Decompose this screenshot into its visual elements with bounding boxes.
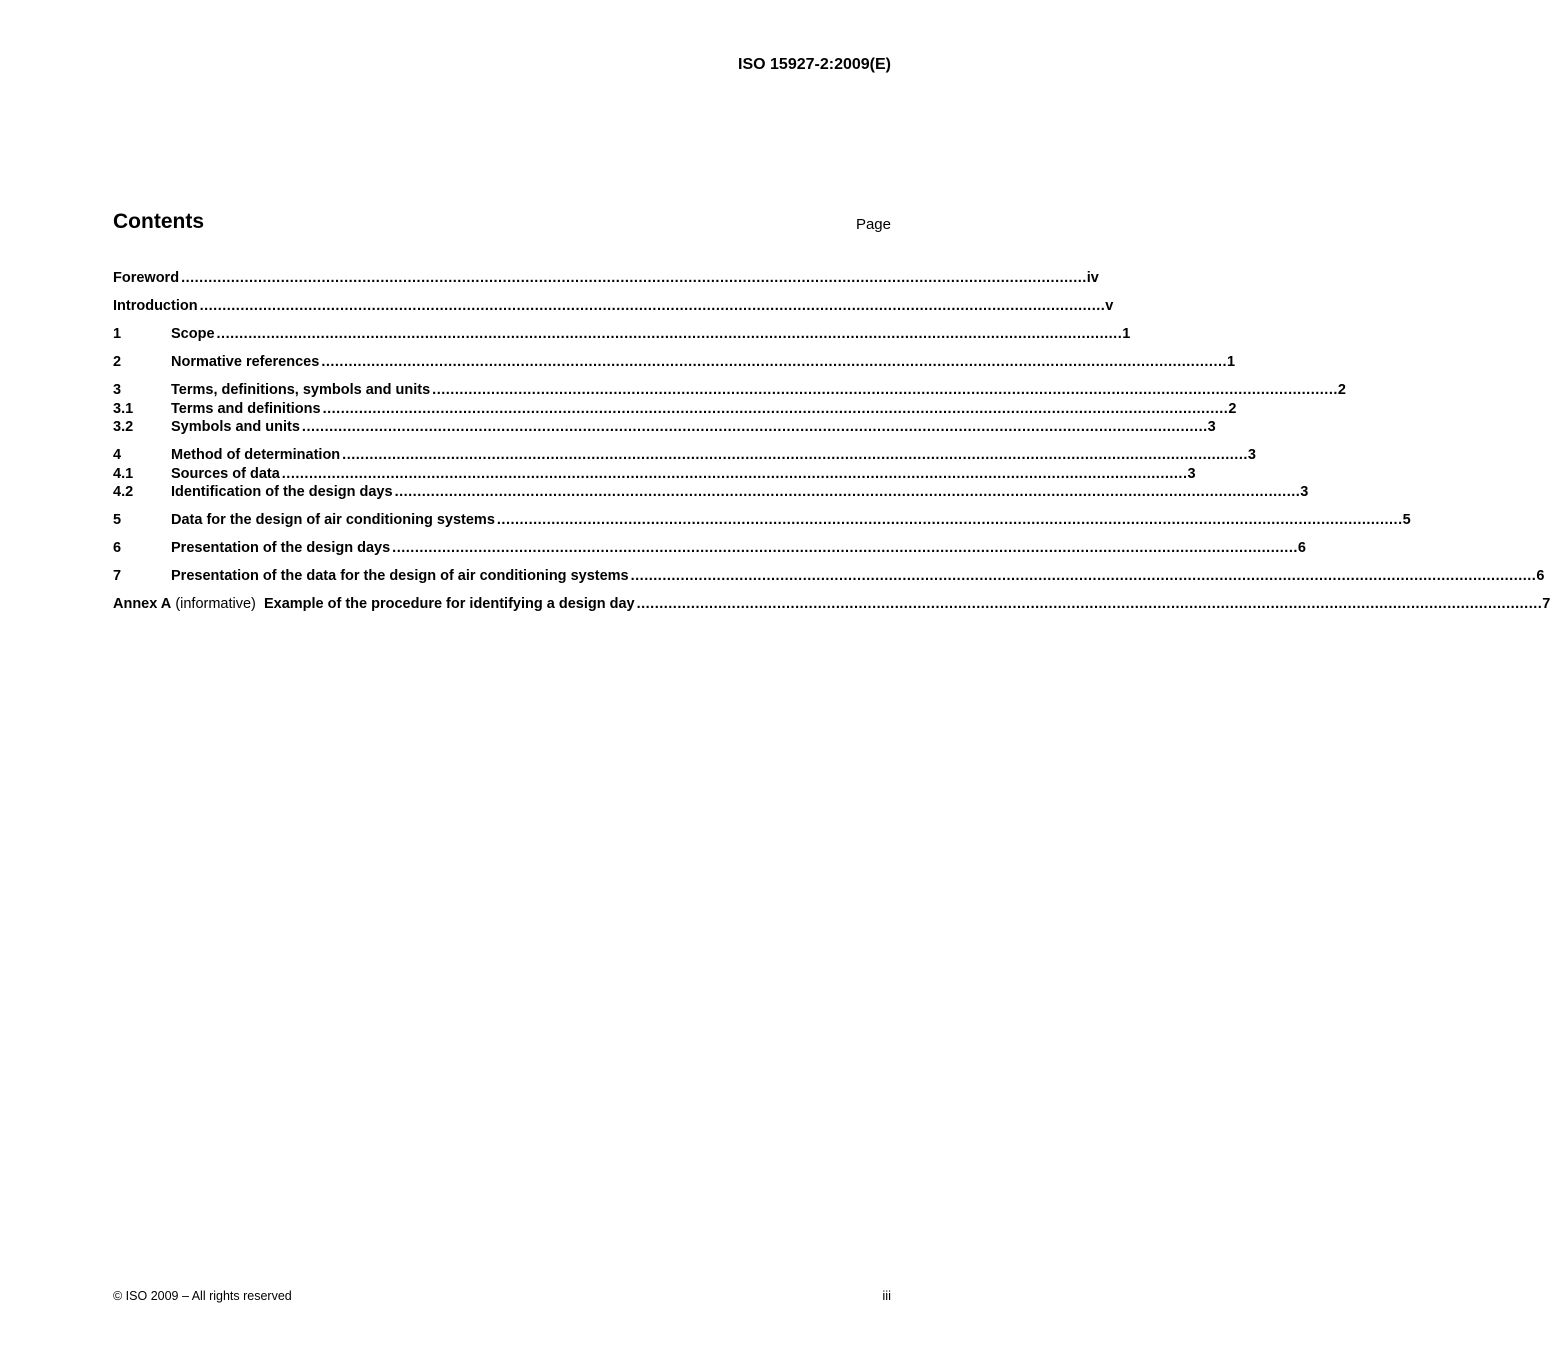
annex-label: Annex A [113,596,172,612]
document-id: ISO 15927-2:2009(E) [738,56,891,73]
dot-leader: ........................................................................................................................................................................................................ [322,400,1229,417]
toc-entry-page: 7 [1542,596,1550,612]
toc-entry-title: Data for the design of air conditioning systems [171,512,495,528]
toc-entry-page: 6 [1297,540,1306,556]
toc-entry-4-1[interactable] [113,465,1196,484]
toc-entry-page: v [1105,298,1114,314]
toc-entry-number: 2 [113,354,122,370]
dot-leader: ........................................................................................................................................................................................................ [199,298,1106,314]
toc-entry-7[interactable] [113,567,1545,586]
toc-entry-number: 6 [113,540,122,556]
toc-entry-page: 3 [1300,484,1309,500]
toc-entry-title: Sources of data [171,465,280,482]
toc-entry-page: iv [1086,270,1099,286]
toc-entry-title: Method of determination [171,447,341,463]
dot-leader: ........................................................................................................................................................................................................ [392,540,1298,556]
toc-entry-title: Scope [171,326,215,342]
toc-entry-title: Terms, definitions, symbols and units [171,382,431,398]
toc-entry-3-1[interactable] [113,400,1237,419]
toc-entry-title: Presentation of the data for the design of air conditioning systems [171,568,629,584]
dot-leader: ........................................................................................................................................................................................................ [181,270,1087,286]
dot-leader: ........................................................................................................................................................................................................ [342,447,1248,463]
footer-copyright: © ISO 2009 – All rights reserved [113,1289,292,1303]
dot-leader: ........................................................................................................................................................................................................ [216,326,1123,342]
toc-entry-number: 4 [113,447,122,463]
toc-entry-page: 3 [1187,465,1196,482]
toc-entry-number: 3 [113,382,122,398]
dot-leader: ........................................................................................................................................................................................................ [301,419,1208,435]
footer-page-number: iii [882,1288,891,1303]
toc-entry-number: 4.1 [113,465,134,482]
dot-leader: ........................................................................................................................................................................................................ [630,568,1537,584]
dot-leader: ........................................................................................................................................................................................................ [321,354,1228,370]
toc-entry-1[interactable] [113,325,1131,344]
toc-entry-title: Example of the procedure for identifying a design day [263,596,635,612]
toc-entry-page: 1 [1122,326,1131,342]
toc-entry-title: Introduction [113,298,198,314]
toc-entry-page: 3 [1207,419,1216,435]
annex-type: (informative) [175,596,256,612]
toc-entry-page: 5 [1402,512,1411,528]
toc-entry-title: Identification of the design days [171,484,393,500]
dot-leader: ........................................................................................................................................................................................................ [394,484,1301,500]
toc-entry-number: 3.1 [113,400,134,417]
toc-entry-title: Terms and definitions [171,400,321,417]
dot-leader: ........................................................................................................................................................................................................ [496,512,1403,528]
contents-heading: Contents [113,210,204,233]
toc-entry-page: 3 [1247,447,1256,463]
toc-entry-annex-a[interactable] [113,595,1550,614]
toc-entry-4[interactable] [113,446,1256,465]
dot-leader: ........................................................................................................................................................................................................ [281,465,1188,482]
toc-entry-6[interactable] [113,539,1306,558]
toc-entry-number: 7 [113,568,122,584]
dot-leader: ........................................................................................................................................................................................................ [636,596,1543,612]
toc-entry-introduction[interactable] [113,297,1114,316]
toc-entry-page: 2 [1337,382,1346,398]
page-column-label: Page [855,216,891,233]
toc-entry-foreword[interactable] [113,269,1099,288]
toc-entry-3[interactable] [113,381,1346,400]
toc-entry-2[interactable] [113,353,1236,372]
dot-leader: ........................................................................................................................................................................................................ [432,382,1338,398]
toc-entry-number: 3.2 [113,419,134,435]
toc-entry-title: Presentation of the design days [171,540,391,556]
toc-entry-title: Symbols and units [171,419,300,435]
toc-entry-4-2[interactable] [113,483,1309,502]
toc-entry-page: 1 [1227,354,1236,370]
toc-entry-number: 5 [113,512,122,528]
toc-entry-3-2[interactable] [113,418,1216,437]
toc-entry-page: 6 [1536,568,1545,584]
toc-entry-number: 4.2 [113,484,134,500]
toc-entry-number: 1 [113,326,122,342]
toc-entry-5[interactable] [113,511,1411,530]
toc-entry-page: 2 [1228,400,1237,417]
toc-entry-title: Normative references [171,354,320,370]
table-of-contents [113,269,1550,614]
toc-entry-title: Foreword [113,270,180,286]
